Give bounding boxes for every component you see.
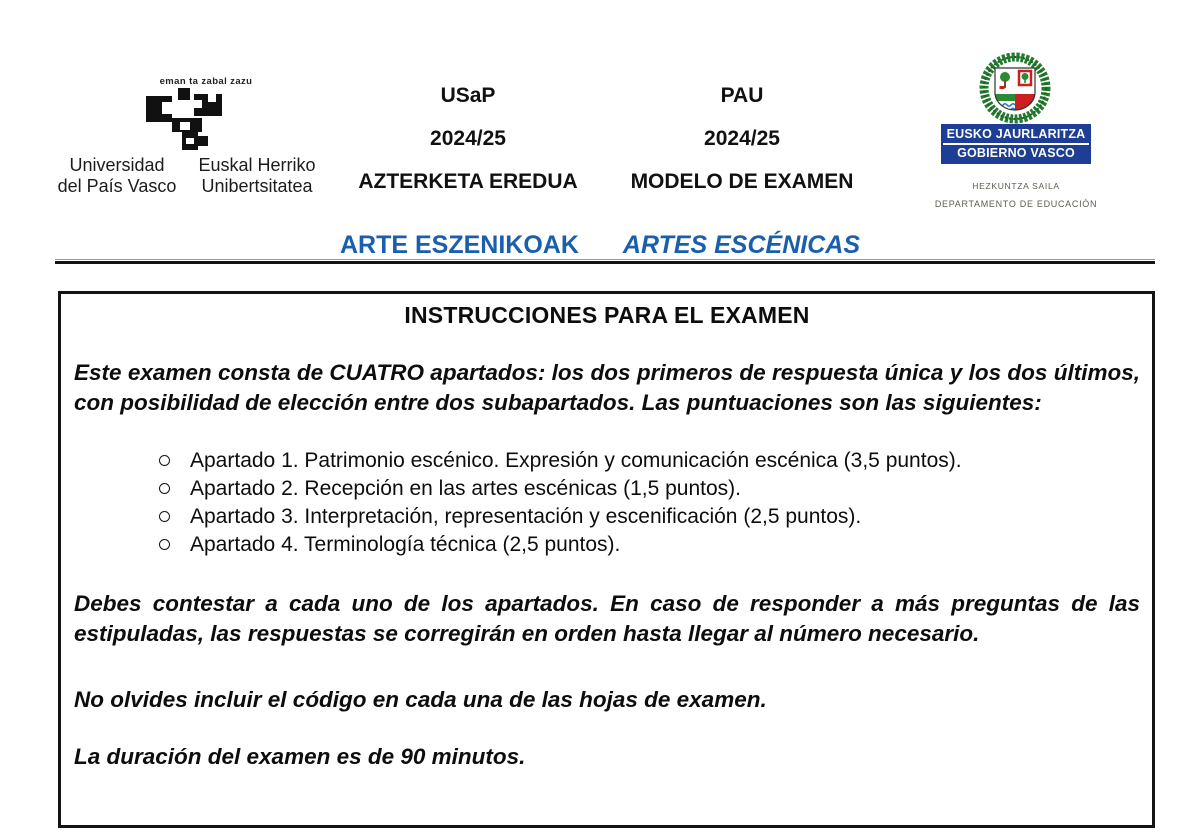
usap-subtitle: AZTERKETA EREDUA xyxy=(358,170,578,193)
instructions-box xyxy=(58,291,1155,828)
list-item-text: Apartado 1. Patrimonio escénico. Expresión y comunicación escénica (3,5 puntos). xyxy=(190,449,962,472)
list-item-text: Apartado 4. Terminología técnica (2,5 puntos). xyxy=(190,533,621,556)
list-item xyxy=(159,475,1140,503)
list-item xyxy=(159,531,1140,559)
paragraph-answer-rule: Debes contestar a cada uno de los apartados. En caso de responder a más preguntas de las estipuladas, las respuestas se corregirán en orden hasta llegar al número necesario. xyxy=(74,591,1140,646)
pau-header-column xyxy=(622,84,862,194)
header-rule xyxy=(55,261,1155,264)
list-item xyxy=(159,447,1140,475)
usap-year: 2024/25 xyxy=(430,127,506,150)
circle-bullet-icon xyxy=(159,483,170,494)
circle-bullet-icon xyxy=(159,539,170,550)
upv-name-es-line1: Universidad xyxy=(69,155,165,175)
pau-title: PAU xyxy=(720,84,764,107)
subject-row xyxy=(0,231,1200,260)
upv-name-basque xyxy=(194,155,320,197)
pau-subtitle: MODELO DE EXAMEN xyxy=(630,170,854,193)
upv-name-spanish xyxy=(52,155,182,197)
upv-motto: eman ta zabal zazu xyxy=(159,76,253,87)
department-label-spanish: DEPARTAMENTO DE EDUCACIÓN xyxy=(934,199,1098,209)
circle-bullet-icon xyxy=(159,511,170,522)
list-item xyxy=(159,503,1140,531)
instructions-title: INSTRUCCIONES PARA EL EXAMEN xyxy=(404,302,810,328)
gov-banner-line2: GOBIERNO VASCO xyxy=(943,143,1089,162)
gov-banner xyxy=(941,124,1091,164)
upv-name-eu-line2: Unibertsitatea xyxy=(201,176,313,196)
intro-paragraph: Este examen consta de CUATRO apartados: los dos primeros de respuesta única y los dos últimos, con posibilidad de elección entre dos subapartados. Las puntuaciones son las siguientes: xyxy=(74,360,1140,415)
pau-year: 2024/25 xyxy=(704,127,780,150)
upv-ehu-logo-icon xyxy=(146,88,238,154)
apartado-list xyxy=(74,447,1140,559)
usap-header-column xyxy=(348,84,588,194)
list-item-text: Apartado 2. Recepción en las artes escénicas (1,5 puntos). xyxy=(190,477,741,500)
basque-government-coat-of-arms-icon xyxy=(963,50,1067,128)
subject-title-basque: ARTE ESZENIKOAK xyxy=(340,231,579,259)
paragraph-code-reminder: No olvides incluir el código en cada una de las hojas de examen. xyxy=(74,687,767,712)
circle-bullet-icon xyxy=(159,455,170,466)
header-rule-highlight xyxy=(55,259,1155,260)
paragraph-duration: La duración del examen es de 90 minutos. xyxy=(74,744,526,769)
upv-name-es-line2: del País Vasco xyxy=(57,176,177,196)
list-item-text: Apartado 3. Interpretación, representación y escenificación (2,5 puntos). xyxy=(190,505,862,528)
usap-title: USaP xyxy=(440,84,496,107)
subject-title-spanish: ARTES ESCÉNICAS xyxy=(622,231,860,259)
gov-banner-line1: EUSKO JAURLARITZA xyxy=(943,126,1089,143)
upv-name-eu-line1: Euskal Herriko xyxy=(198,155,316,175)
department-label-basque: HEZKUNTZA SAILA xyxy=(972,181,1060,191)
